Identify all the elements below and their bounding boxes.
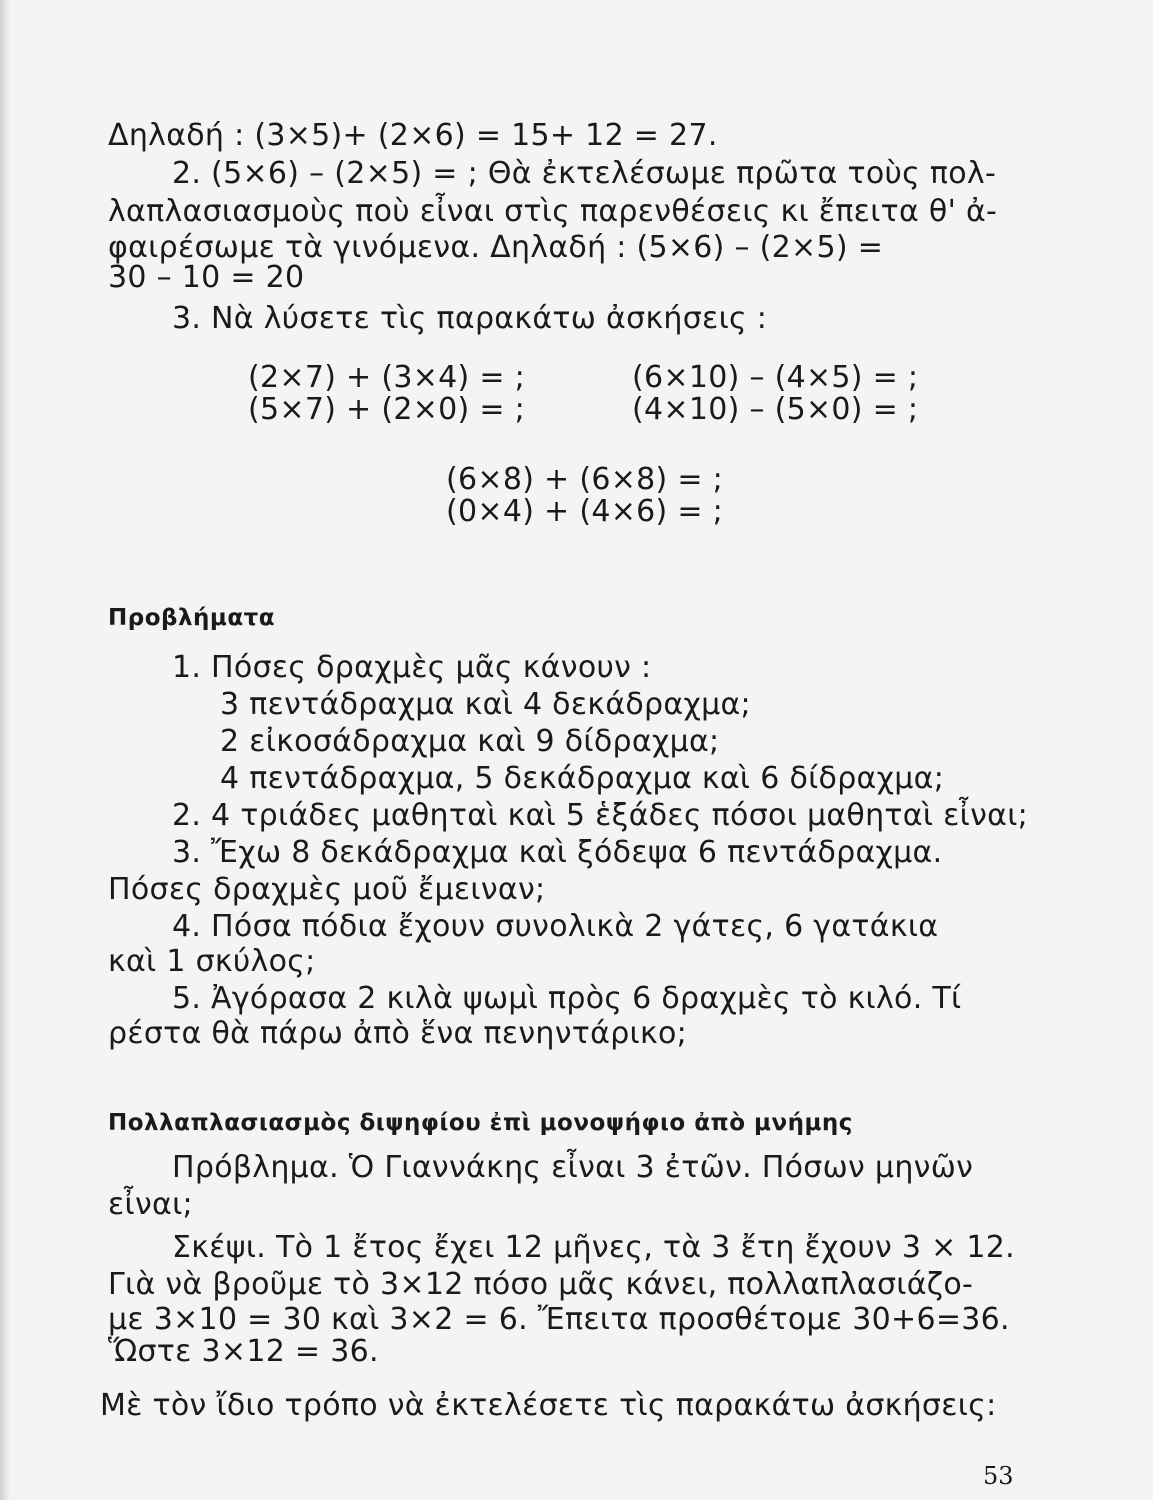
exercise: (0×4) + (4×6) = ; bbox=[446, 494, 724, 529]
text-line: λαπλασιασμοὺς ποὺ εἶναι στὶς παρενθέσεις κι ἔπειτα θ' ἀ- bbox=[108, 194, 998, 229]
text-line: με 3×10 = 30 καὶ 3×2 = 6. Ἔπειτα προσθέτομε 30+6=36. bbox=[108, 1302, 1010, 1337]
problem-line: 4. Πόσα πόδια ἔχουν συνολικὰ 2 γάτες, 6 γατάκια bbox=[172, 909, 939, 944]
problem-line: 1. Πόσες δραχμὲς μᾶς κάνουν : bbox=[172, 650, 652, 685]
text-line: 30 – 10 = 20 bbox=[108, 260, 305, 295]
exercise: (5×7) + (2×0) = ; bbox=[248, 392, 526, 427]
text-line: Ὥστε 3×12 = 36. bbox=[108, 1334, 379, 1369]
section-heading-multiplication: Πολλαπλασιασμὸς διψηφίου ἐπὶ μονοψήφιο ἀπὸ μνήμης bbox=[108, 1110, 853, 1136]
problem-line: 4 πεντάδραχμα, 5 δεκάδραχμα καὶ 6 δίδραχμα; bbox=[220, 761, 945, 796]
exercise: (6×8) + (6×8) = ; bbox=[446, 462, 724, 497]
problem-line: 3 πεντάδραχμα καὶ 4 δεκάδραχμα; bbox=[220, 687, 751, 722]
section-heading-problems: Προβλήματα bbox=[108, 605, 276, 631]
exercise: (4×10) – (5×0) = ; bbox=[632, 392, 919, 427]
problem-line: καὶ 1 σκύλος; bbox=[108, 944, 316, 979]
problem-line: 5. Ἀγόρασα 2 κιλὰ ψωμὶ πρὸς 6 δραχμὲς τὸ κιλό. Τί bbox=[172, 981, 962, 1016]
problem-line: 2. 4 τριάδες μαθηταὶ καὶ 5 ἑξάδες πόσοι μαθηταὶ εἶναι; bbox=[172, 798, 1029, 833]
exercise: (2×7) + (3×4) = ; bbox=[248, 360, 526, 395]
problem-line: 2 εἰκοσάδραχμα καὶ 9 δίδραχμα; bbox=[220, 724, 720, 759]
exercise: (6×10) – (4×5) = ; bbox=[632, 360, 919, 395]
text-line: 3. Νὰ λύσετε τὶς παρακάτω ἀσκήσεις : bbox=[172, 301, 768, 336]
problem-line: 3. Ἔχω 8 δεκάδραχμα καὶ ξόδεψα 6 πεντάδραχμα. bbox=[172, 835, 943, 870]
text-line: Μὲ τὸν ἴδιο τρόπο νὰ ἐκτελέσετε τὶς παρακάτω ἀσκήσεις: bbox=[100, 1388, 997, 1423]
text-line: Πρόβλημα. Ὁ Γιαννάκης εἶναι 3 ἐτῶν. Πόσων μηνῶν bbox=[172, 1150, 974, 1185]
text-line: Σκέψι. Τὸ 1 ἔτος ἔχει 12 μῆνες, τὰ 3 ἔτη ἔχουν 3 × 12. bbox=[172, 1230, 1015, 1265]
text-line: εἶναι; bbox=[108, 1187, 193, 1222]
text-line: φαιρέσωμε τὰ γινόμενα. Δηλαδή : (5×6) – (2×5) = bbox=[108, 230, 884, 265]
problem-line: Πόσες δραχμὲς μοῦ ἔμειναν; bbox=[108, 872, 546, 907]
text-line: Δηλαδή : (3×5)+ (2×6) = 15+ 12 = 27. bbox=[108, 118, 718, 153]
page-number: 53 bbox=[983, 1462, 1014, 1490]
text-line: Γιὰ νὰ βροῦμε τὸ 3×12 πόσο μᾶς κάνει, πολλαπλασιάζο- bbox=[108, 1267, 974, 1302]
text-line: 2. (5×6) – (2×5) = ; Θὰ ἐκτελέσωμε πρῶτα τοὺς πολ- bbox=[172, 156, 997, 191]
problem-line: ρέστα θὰ πάρω ἀπὸ ἕνα πενηντάρικο; bbox=[108, 1016, 688, 1051]
